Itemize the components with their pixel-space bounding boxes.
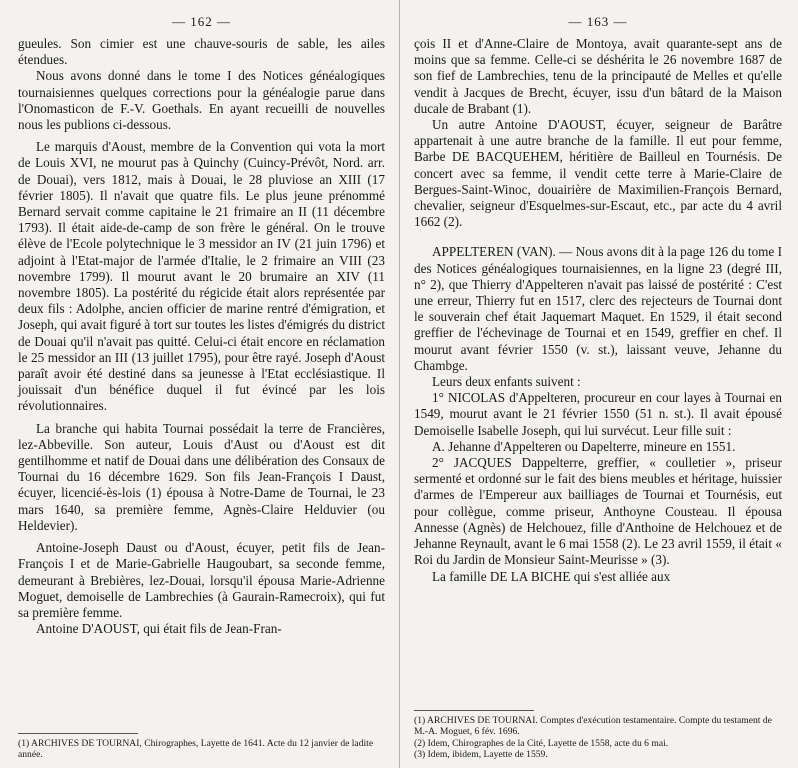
paragraph: 1° NICOLAS d'Appelteren, procureur en cour layes à Tournai en 1549, mourut avant le 21 février 1550 (51 n. st.). Il avait épousé Demoiselle Isabelle Joseph, qui lui survécut. Leur fille suit :: [414, 390, 782, 438]
footnote: (3) Idem, ibidem, Layette de 1559.: [414, 748, 548, 760]
footnote: (1) ARCHIVES DE TOURNAI, Chirographes, Layette de 1641. Acte du 12 janvier de ladite année.: [18, 737, 374, 760]
paragraph: 2° JACQUES Dappelterre, greffier, « coulletier », priseur sermenté et ordonné sur le fait des biens meubles et héritage, huissier d'armes de l'Empereur aux bailliages de Tournai et Tournésis, eut pour collègue, comme priseur, Anthoyne Cousteau. Il épousa Annesse (Agnès) de Helchouez, fille d'Anthoine de Helchouez et de Jehanne Reynault, avant le 6 mai 1558 (2). Le 23 avril 1559, il était « Roi du Jardin de Monsieur Saint-Meurisse » (3).: [414, 455, 782, 568]
paragraph: Le marquis d'Aoust, membre de la Convention qui vota la mort de Louis XVI, ne mourut pas à Quinchy (Cuincy-Prévôt, Nord. arr. de Douai), vers 1812, mais à Douai, le 28 pluviose an XIII (17 février 1805). Il n'avait que quatre fils. Le plus jeune prénommé Bernard servait comme capitaine le 21 frimaire an II (11 décembre 1793). Il était aide-de-camp de son frère le général. On le trouve élève de l'Ecole polytechnique le 3 messidor an IV (21 juin 1796) et adjoint à l'Etat-major de l'armée d'Italie, le 2 frimaire an VIII (23 novembre 1799). Il mourut avant le 20 brumaire an XIV (11 novembre 1805). La postérité du régicide était alors représentée par deux fils : Adolphe, ancien officier de marine rentré d'émigration, et Joseph, qui avait figuré à tort sur toutes les listes d'émigrés du district de Douai qu'il n'avait pas quitté. Celui-ci était encore en réclamation le 25 messidor an III (13 juillet 1795), pour être rayé. Joseph d'Aoust paraît avoir été destiné dans sa jeunesse à l'Etat ecclésiastique. Il jouissait d'un bénéfice duquel il fut évincé par les lois révolutionnaires.: [18, 139, 385, 414]
right-page: [399, 0, 798, 768]
paragraph: Leurs deux enfants suivent :: [432, 374, 581, 390]
paragraph: Nous avons donné dans le tome I des Notices généalogiques tournaisiennes quelques corrections pour la généalogie parue dans l'Onomasticon de F.-V. Goethals. En ayant recueilli de nouvelles nous les publions ci-dessous.: [18, 68, 385, 133]
footnote: (1) ARCHIVES DE TOURNAI. Comptes d'exécution testamentaire. Compte du testament de M.-A. Moguet, 6 fév. 1696.: [414, 715, 772, 738]
paragraph: Antoine-Joseph Daust ou d'Aoust, écuyer, petit fils de Jean-François I et de Marie-Gabrielle Haugoubart, sa seconde femme, demeurant à Brebières, lez-Douai, lorsqu'il épousa Marie-Adrienne Moguet, demoiselle de Lambrechies (à Gaurain-Ramecroix), qui fut sa première femme.: [18, 540, 385, 620]
paragraph: Un autre Antoine D'AOUST, écuyer, seigneur de Barâtre appartenait à une autre branche de la famille. Il eut pour femme, Barbe DE BACQUEHEM, héritière de Bailleul en Tournésis. De concert avec sa femme, il vendit cette terre à Marie-Claire de Bergues-Saint-Winoc, douairière de Maximilien-François Bernard, chevalier, seigneur d'Esquelmes-sur-Escaut, etc., par acte du 4 avril 1662 (2).: [414, 117, 782, 230]
footnotes: [400, 710, 798, 760]
paragraph: A. Jehanne d'Appelteren ou Dapelterre, mineure en 1551.: [432, 438, 736, 454]
paragraph: APPELTEREN (VAN). — Nous avons dit à la page 126 du tome I des Notices généalogiques tournaisiennes, en la ligne 23 (degré III, n° 2), que Thierry d'Appelteren n'avait pas laissé de postérité : C'est une erreur, Thierry fut en 1517, clerc des rejecteurs de Tournai dont le souverain chef était Jaquemart Maquet. En 1529, il était second greffier de l'échevinage de Tournai et en 1549, greffier en chef. Il mourut avant février 1550 (v. st.), laissant veuve, Jehanne du Chambge.: [414, 244, 782, 373]
paragraph: La famille DE LA BICHE qui s'est alliée aux: [432, 568, 671, 584]
left-body-text: [18, 36, 385, 637]
paragraph: gueules. Son cimier est une chauve-souris de sable, les ailes étendues.: [18, 36, 385, 68]
paragraph: La branche qui habita Tournai possédait la terre de Francières, lez-Abbeville. Son auteur, Louis d'Aust ou d'Aoust est dit gentilhomme et natif de Douai dans une délibération des Consaux de Tournai du 16 décembre 1629. Son fils Jean-François I Daust, écuyer, licencié-ès-lois (1) épousa à Notre-Dame de Tournai, le 23 mars 1640, sa première femme, Agnès-Claire Helduvier (ou Heldevier).: [18, 420, 385, 533]
footnotes: [0, 733, 399, 760]
page-number: — 162 —: [172, 14, 231, 29]
footnote-rule: [414, 710, 534, 711]
paragraph: çois II et d'Anne-Claire de Montoya, avait quarante-sept ans de moins que sa femme. Celle-ci se déshérita le 26 novembre 1687 de son fief de Lambrechies, tenu de la principauté de Melles et qu'elle vendit à Jacques de Brecht, écuyer, issu d'un bâtard de la Maison ducale de Brabant (1).: [414, 36, 782, 116]
page-number: — 163 —: [568, 14, 628, 29]
right-body-text: [414, 36, 782, 585]
paragraph: Antoine D'AOUST, qui était fils de Jean-Fran-: [36, 621, 282, 637]
footnote: (2) Idem, Chirographes de la Cité, Layette de 1558, acte du 6 mai.: [414, 737, 669, 749]
footnote-rule: [18, 733, 138, 734]
